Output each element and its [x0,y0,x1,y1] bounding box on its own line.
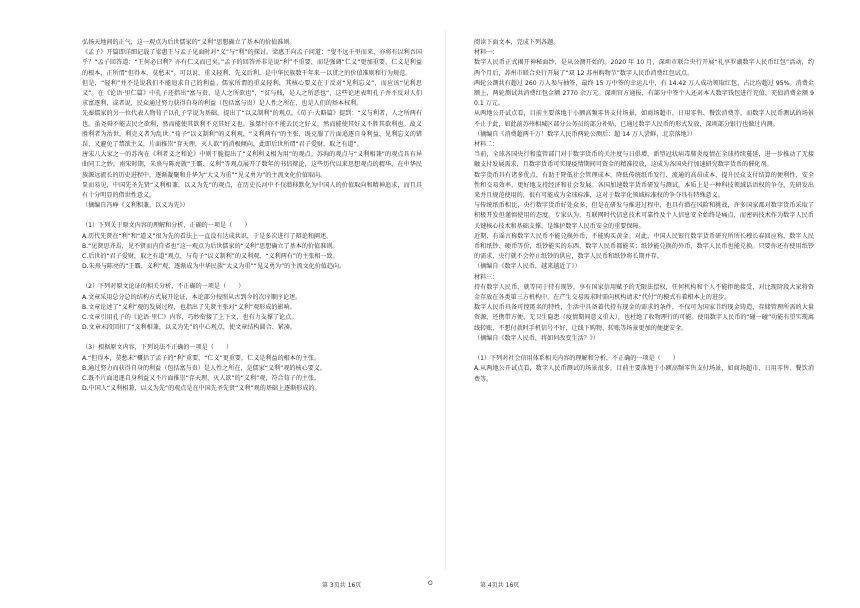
left-column [82,38,422,395]
option-b: B.通过努力而获得自身的利益（包括富与贵）是人性之所在，是儒家“义利”观的核心要义。 [82,364,326,372]
question-1 [474,354,814,385]
source-citation: （摘编自冯峥《义利相兼，以义为先》） [82,202,189,210]
source-citation: （摘编自《数字人民币，越来越近了》） [474,263,581,271]
option-b: B.文章论述了“义利”观的发展过程，也指出了先贤主张对“义利”观形成的影响。 [82,303,296,311]
instruction: 阅读下面文本，完成下列各题。 [474,39,560,46]
paragraph: 数字人民币正式揭开神秘面纱，是从公测开始的。2020 年 10 月，深圳市联合央行开展“礼享罗湖数字人民币红包”活动，约两个月后，苏州市联合央行开展了“双 12 苏州购物节”数字人民币消费红包试点。 [474,59,814,77]
paragraph: 唐宋八大家之一的苏洵在《利者义之和论》中则干脆提出了“义利利义相为用”的观点。苏洵的观点与“义利相兼”的观点具有异曲同工之妙。南宋时期，朱熹与陈亮就“王霸、义利”等观点展开了数年的书信辩论，这些历代以来思想观点的精华，在中华民族源远流长的历史进程中，逐渐凝聚和升华为“大义为重”“见义勇为”的主流文化价值取向。 [82,151,422,179]
option-a: A.从两地公开试点看，数字人民币测试的场景很多，目前主要落地于小额高频零售支付场景，如商场超市、日用零售、餐饮消费等。 [474,365,814,383]
source-citation: （摘编自《消费超两千万！数字人民币两轮公测后：超 14 万人尝鲜，北京落地》） [474,130,696,138]
option-a: A.历代先贤在“利”和“道义”很为先的看法上一直没有达成共识，于是多次进行了辩论和阐述。 [82,232,333,240]
material-heading: 材料一： [474,49,499,57]
material-heading: 材料三： [474,273,499,281]
paragraph: 弘扬天地间的正气，这一观点为后世儒家的“义利”思想确立了基本的价值准则。 [82,39,296,46]
paragraph: 先秦儒家的另一位代表人物荀子以孔子学说为基础，提出了“以义制利”的观点。《荀子·大略篇》提到：“义与利者，人之所两有也。虽尧舜不能去民之欲利，然而能使其欲利不克其好义也。虽桀纣亦不能去民之好义，然而能使其好义不胜其欲利也。故义胜利者为治世，利克义者为乱世。”荀子“以义制利”的义利观，“义利两有”的主张，既克服了片面追逐自身利益、见利忘义的错误，又避免了禁欲主义，片面推崇“存天理，灭人欲”的消极倾向，此即后世所谓“君子爱财，取之有道”。 [82,110,422,149]
paragraph: 数字人民币具备可控匿名的特性，生活中具备着代持有现金的需求的条件，不仅可为国家节约现金铸造、存储管理所需的大量资源，还携带方便、无卫生隐患（疫情期间意义重大），也杜绝了收物理行的可能。使用数字人民币的“碰一碰”功能有望实现离线转账，不想付款时手机信号不好，让线下购物、转账等场景更加的便捷安全。 [474,304,814,332]
paragraph: 从两地公开试点看，目前主要落地于小额高频零售支付场景，如商场超市、日用零售、餐饮消费等。而数字人民币测试的场景不止于此，如此前苏州相城区部分公务员的部分补贴，已通过数字人民币的形式发放，深圳部分银行也做过内测。 [474,110,814,128]
paragraph: 近期，有谣言称数字人民币不能兑换外币，不能购买黄金。对此，中国人民银行数字货币研究所所长穆长春回应称，数字人民币和纸钞、硬币等价，纸钞能买的东西，数字人民币都能买；纸钞能兑换的外币，数字人民币也能兑换。只要你还有使用纸钞的需求，央行就不会停止纸钞的供应，数字人民币和纸钞将长期并存。 [474,232,814,261]
option-b: B.“见贤思齐焉，见不贤而内自省也”这一观点为后世儒家的“义利”思想确立了基本的价值准则。 [82,242,339,250]
page-divider [445,30,446,570]
paragraph: 两轮公测共有超过 260 万人参与抽签，最终 15 万中签的幸运儿中，有 14.42 万人成功领取红包，占比均超过 95%。消费金额上，两轮测试共消费红包金额 2770 余万元。深圳官方通报，有部分中签个人还对本人数字钱包进行充值，充值消费金额 90.1 万元。 [474,79,814,108]
question-stem: （2）下列对原文论证的相关分析，不正确的一项是（ ） [82,283,245,291]
paragraph: 持有数字人民币，就等同于持有现钞，享有国家信用赋予的无限法偿权，任何机构和个人不能拒绝接受，对比现阶段大家将资金存放在各类第三方机构中，在产生交易需求时需向机构请求“代付”的模式有着根本上的进步。 [474,283,814,302]
paragraph: 当前，全球各国央行和监管部门对于数字货币的关注度与日俱增，新型冠状病毒肺炎疫情在全球持续蔓延，进一步推动了无接触支付发展需求，且数字货币可实现疫情期间可资金的精准投放，这成为各国央行加速研究数字货币的催化剂。 [474,151,814,169]
question-2 [82,282,422,333]
question-1 [82,221,422,272]
option-d: D.文章末段回扣了“义利相兼，以义为先”的中心观点，使文章结构圆合、紧凑。 [82,324,297,332]
source-citation: （摘编自《数字人民币，将如何改变生活？》） [474,334,599,342]
paragraph: 数字货币具有诸多优点，有助于降低社会管理成本，降低传统纸币发行、流通的高昂成本，提升民众支付结算的便利性，安全性和交易效率，更好地支持经济和社会发展。各国加速数字货币研发与测试，本质上是一种科技领域话语权的争夺，先研发出来并且规范使用的，很有可能成为全球标准，这对于数字化领域标准权的争夺具有特殊意义。 [474,171,814,200]
question-3 [82,343,422,394]
page-separator: O [428,580,433,587]
material-heading: 材料二： [474,141,499,149]
right-column [474,38,814,385]
question-stem: （1）下列关于原文内容的理解和分析，正确的一项是（ ） [82,222,251,230]
option-d: D.中国人“义利相兼，以义为先”的观点是在中国先圣先贤“义利”观的基础上逐渐形成的。 [82,385,321,393]
option-a: A.文章采用总分总的结构方式展开论证，本论部分按照从古到今的次序顺序论述。 [82,293,302,301]
option-c: C.文章引用孔子的《论语·里仁》内容，巧妙衔接了上下文，也有力支撑了论点。 [82,314,298,322]
option-a: A.“但得本，莫愁末”概括了孟子的“利”重要，“仁义”更重要，仁义是利益的根本的主张。 [82,354,321,362]
option-c: C.既不片面追逐自身利益又不片面推崇“存天理，灭人欲”的“义利”观，符合荀子的主张。 [82,375,321,383]
left-page-number: 第 3页共 16页 [322,582,362,589]
paragraph: 与传统纸币相比，央行数字货币好处众多，但是在研发与推进过程中，也具有潜在风险和挑战，许多国家都对数字货币采取了积极开发但谨慎使用的态度。专家认为，互联网时代信息技术可靠性及个人信息安全始终是痛点，而密码技术作为数字人民币关键核心技术和基础支撑，是维护数字人民币安全的重要保障。 [474,202,814,230]
question-stem: （3）根据原文内容，下列说法不正确的一项是（ ） [82,344,233,352]
paragraph: 《孟子》开篇即详细记载了梁惠王与孟子见面时对“义”与“利”的探讨。梁惠王向孟子问道：“叟不远千里而来，亦将有以利吾国乎？”孟子回答道：“王何必曰利？亦有仁义而已矣。”孟子的回答并非是说“利”不重要，而是强调“仁义”更加重要。仁义是利益的根本，正所谓“但得本，莫愁末”。可以说，重义轻利、先义后利，是中华民族数千年来一以贯之的价值准则和行为规范。 [82,49,422,77]
paragraph: 显而易见，中国先圣先贤“义利相兼，以义为先”的观点，在历史长河中不仅潜移默化为中国人的价值取向和精神追求，而且具有十分明显的借世性意义。 [82,181,422,200]
right-page-number: 第 4页共 16页 [480,582,520,589]
option-c: C.后世的“君子爱财，取之有道”观点，与荀子“以义制利”的义利观、“义利两有”的主张相一致。 [82,253,339,261]
paragraph: 但是，“轻利”并不是说我们不能追求自己的利益。儒家所谓的重义轻利，其核心要义在于反对“见利忘义”，而应该“见利思义”。在《论语·里仁篇》中孔子还指出“富与贵，是人之所欲也”，“贫与贱，是人之所恶也”，这些论述表明孔子并不反对人们求富逐利，或者说，民众通过努力获得自身的利益（包括富与贵）是人性之所在，也是人们的基本权利。 [82,79,422,108]
question-stem: （1）下列对社会信用体系相关内容的理解和分析，不正确的一项是（ ） [474,355,679,363]
option-d: D.朱熹与陈亮的“王霸、义利”观，逐渐成为中华民族“大义为重”“见义勇为”的主流文化价值趋向。 [82,263,346,271]
